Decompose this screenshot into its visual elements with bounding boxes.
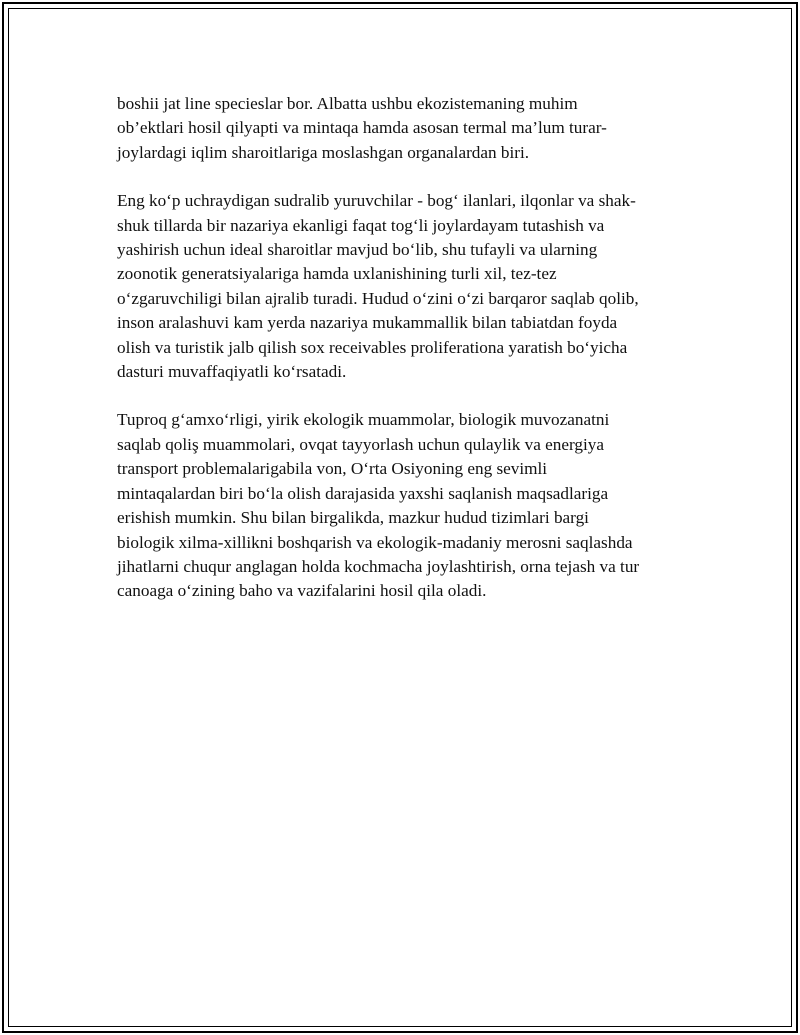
text-line: transport problemalarigabila von, O‘rta Osiyoning eng sevimli	[117, 459, 548, 479]
document-body	[117, 92, 657, 628]
text-line: Tuproq g‘amxo‘rligi, yirik ekologik muammolar, biologik muvozanatni	[117, 410, 610, 430]
text-line: canoaga o‘zining baho va vazifalarini hosil qila oladi.	[117, 581, 487, 601]
text-line: Eng ko‘p uchraydigan sudralib yuruvchilar - bog‘ ilanlari, ilqonlar va shak-	[117, 191, 636, 211]
paragraph-2	[117, 189, 657, 384]
text-line: yashirish uchun ideal sharoitlar mavjud bo‘lib, shu tufayli va ularning	[117, 240, 598, 260]
text-line: ob’ektlari hosil qilyapti va mintaqa hamda asosan termal ma’lum turar-	[117, 118, 607, 138]
text-line: zoonotik generatsiyalariga hamda uxlanishining turli xil, tez-tez	[117, 264, 557, 284]
text-line: joylardagi iqlim sharoitlariga moslashgan organalardan biri.	[117, 142, 530, 162]
text-line: o‘zgaruvchiligi bilan ajralib turadi. Hudud o‘zini o‘zi barqaror saqlab qolib,	[117, 288, 639, 308]
text-line: inson aralashuvi kam yerda nazariya mukammallik bilan tabiatdan foyda	[117, 313, 618, 333]
text-line: olish va turistik jalb qilish sox receivables proliferationa yaratish bo‘yicha	[117, 337, 628, 357]
text-line: dasturi muvaffaqiyatli ko‘rsatadi.	[117, 362, 347, 382]
paragraph-1	[117, 92, 657, 165]
text-line: biologik xilma-xillikni boshqarish va ekologik-madaniy merosni saqlashda	[117, 532, 633, 552]
text-line: saqlab qoliş muammolari, ovqat tayyorlash uchun qulaylik va energiya	[117, 434, 605, 454]
text-line: mintaqalardan biri bo‘la olish darajasida yaxshi saqlanish maqsadlariga	[117, 483, 609, 503]
paragraph-3	[117, 408, 657, 603]
text-line: shuk tillarda bir nazariya ekanligi faqat tog‘li joylardayam tutashish va	[117, 215, 605, 235]
text-line: jihatlarni chuqur anglagan holda kochmacha joylashtirish, orna tejash va tur	[117, 556, 640, 576]
text-line: erishish mumkin. Shu bilan birgalikda, mazkur hudud tizimlari bargi	[117, 508, 589, 528]
text-line: boshii jat line specieslar bor. Albatta ushbu ekozistemaning muhim	[117, 94, 578, 113]
